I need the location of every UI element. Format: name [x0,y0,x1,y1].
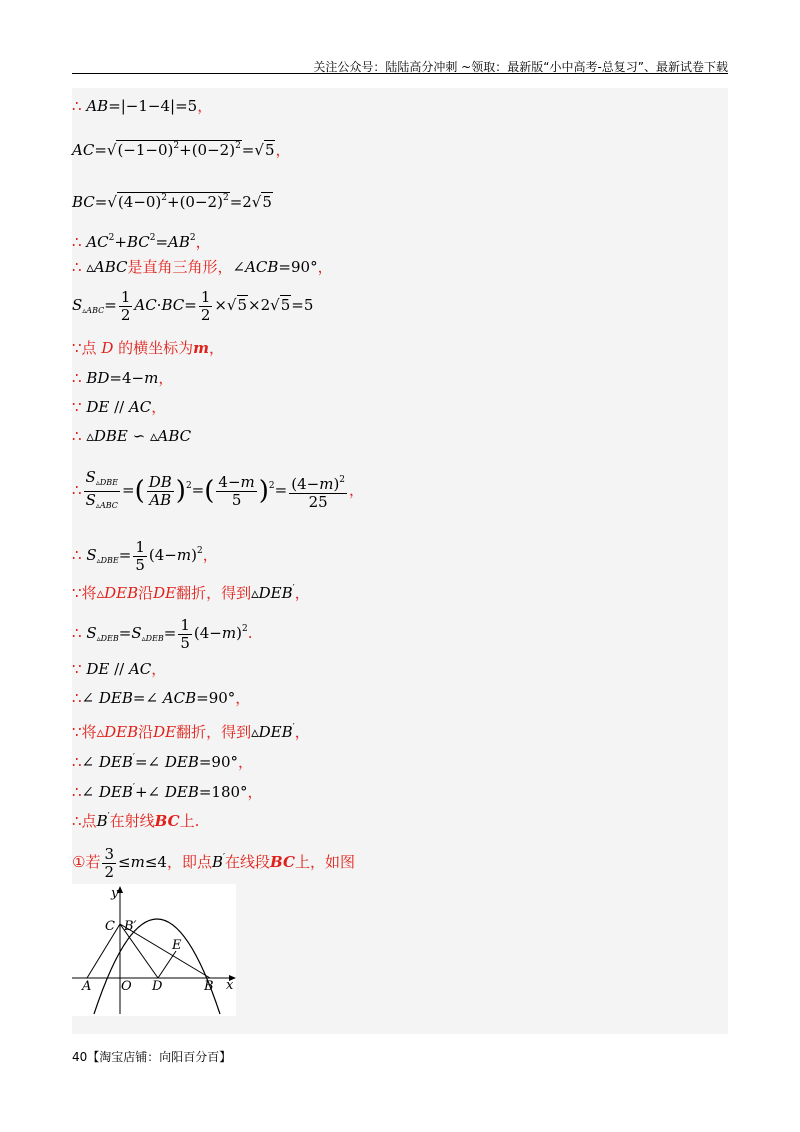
line-right-triangle: ∴ ▵ABC是直角三角形，∠ACB=90°， [72,258,333,276]
header-rule [72,73,728,74]
label-b: B [204,979,214,994]
line-angle-sum: ∴∠ DEB′+∠ DEB=180°， [72,783,263,801]
figure-svg [72,884,236,1016]
segment-de [158,951,176,978]
label-x: x [226,978,234,993]
page-number: 40 [72,1050,88,1064]
line-pythag: ∴ $AC^2+BC^2=AB^2$， [72,233,211,251]
line-area-abc: $S_{▵ABC}=$ $\frac{1}{2}$ AC·BC= $\frac{1}{2}$ ×√5×2√5=5 [72,287,314,324]
label-c: C [105,919,115,934]
line-case-1: ①若 $\frac{3}{2}$ ≤m≤4，即点B′在线段BC上，如图 [72,844,355,881]
label-e: E [172,938,182,953]
line-de-parallel: ∵ DE // AC， [72,398,167,416]
line-d-abscissa: ∵点 D 的横坐标为m， [72,339,225,357]
label-d: D [152,979,163,994]
label-a: A [82,979,92,994]
shop-name: 【淘宝店铺：向阳百分百】 [87,1050,232,1064]
line-angle-deb: ∴∠ DEB=∠ ACB=90°， [72,689,251,707]
page-header: 关注公众号：陆陆高分冲刺 ~领取：最新版“小中高考-总复习”、最新试卷下载 [313,60,728,74]
line-angle-equal: ∴∠ DEB′=∠ DEB=90°， [72,753,254,771]
line-area-deb: ∴ $S_{▵DEB}=S_{▵DEB}=$ $\frac{1}{5}$ $(4-m)^2$. [72,615,253,652]
line-bd: ∴ BD=4−m， [72,369,174,387]
segment-ac [87,924,120,978]
line-area-dbe: ∴ $S_{▵DBE}=$ $\frac{1}{5}$ $(4-m)^2$， [72,537,218,574]
line-ac: $AC=√(-1-0)^2+(0-2)^2=√5$， [72,141,291,159]
solution-content [72,88,728,1034]
geometry-figure [72,884,236,1016]
page-footer [72,1048,231,1065]
line-area-ratio: ∴ $\frac{S_{▵DBE}}{S_{▵ABC}}$ =( $\frac{DB}{AB}$ )$^2$=( $\frac{4-m}{5}$ )$^2$= $\frac{(4-m)^2}{25}$ ， [72,467,365,511]
label-y: y [111,886,119,901]
line-ab: ∴ AB=|−1−4|=5， [72,97,213,115]
line-similar: ∴ ▵DBE ∽ ▵ABC [72,427,192,445]
line-fold-1: ∵将▵DEB沿DE翻折，得到▵DEB′， [72,584,310,602]
line-ray: ∴点B′在射线BC上. [72,812,200,830]
line-fold-2: ∵将▵DEB沿DE翻折，得到▵DEB′， [72,723,310,741]
label-bprime: B′ [124,919,137,934]
line-bc: $BC=√(4-0)^2+(0-2)^2=2√5$ [72,193,272,211]
line-de-parallel-2: ∵ DE // AC， [72,660,167,678]
label-o: O [121,979,132,994]
